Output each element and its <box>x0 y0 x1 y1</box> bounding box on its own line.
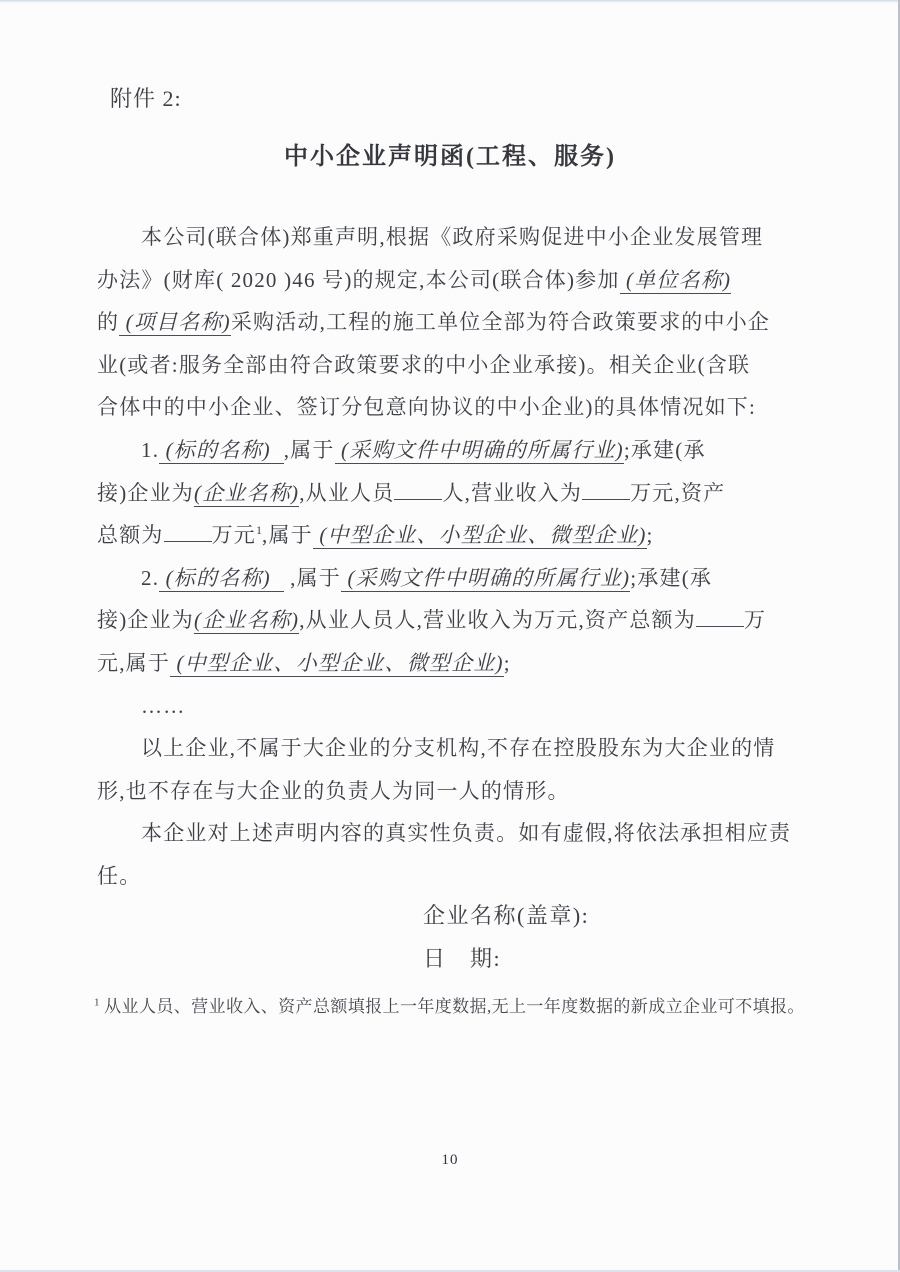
text-run: ,属于 <box>283 565 342 590</box>
text-run: 1. <box>141 437 160 462</box>
document-title: 中小企业声明函(工程、服务) <box>284 144 616 170</box>
scan-edge-top <box>0 0 900 3</box>
footnote-ref: 1 <box>256 523 263 538</box>
text-run: 任。 <box>97 863 142 888</box>
document-body <box>97 216 822 898</box>
text-run: 业(或者:服务全部由符合政策要求的中小企业承接)。相关企业(含联 <box>97 352 751 377</box>
blank-underline <box>394 478 442 500</box>
text-run: …… <box>141 693 186 718</box>
text-line <box>97 812 822 855</box>
text-run: ,从业人员人,营业收入为万元,资产总额为 <box>299 608 696 633</box>
page-number: 10 <box>441 1152 459 1168</box>
text-run: 形,也不存在与大企业的负责人为同一人的情形。 <box>97 778 570 803</box>
fill-in-hint: (采购文件中明确的所属行业) <box>334 437 624 462</box>
text-run: 万元 <box>211 523 257 548</box>
signature-block <box>97 894 589 980</box>
text-line <box>97 429 822 472</box>
text-run: 人,营业收入为 <box>442 480 583 505</box>
text-line <box>97 599 822 642</box>
fill-in-hint: (企业名称) <box>194 480 300 505</box>
text-line <box>97 685 822 728</box>
company-seal-line: 企业名称(盖章): <box>423 903 590 928</box>
text-line <box>97 727 822 770</box>
fill-in-hint: (中型企业、小型企业、微型企业) <box>170 650 504 675</box>
text-run: ,从业人员 <box>299 480 395 505</box>
text-line <box>97 344 822 387</box>
text-line <box>97 557 822 600</box>
text-line <box>97 770 822 813</box>
fill-in-hint: (采购文件中明确的所属行业) <box>341 565 631 590</box>
fill-in-hint: (项目名称) <box>119 310 231 335</box>
text-run: 以上企业,不属于大企业的分支机构,不存在控股股东为大企业的情 <box>141 736 776 761</box>
text-run: 万元,资产 <box>630 480 726 505</box>
text-run: 2. <box>141 565 160 590</box>
text-run: ;承建(承 <box>623 437 706 462</box>
fill-in-hint: (标的名称) <box>159 437 284 462</box>
text-run: 总额为 <box>97 523 164 548</box>
text-line <box>97 472 822 515</box>
date-line: 日 期: <box>423 946 502 971</box>
text-run: ; <box>646 523 654 548</box>
text-run: ; <box>503 650 511 675</box>
text-line <box>97 216 822 259</box>
text-line <box>97 259 822 302</box>
fill-in-hint: (中型企业、小型企业、微型企业) <box>312 523 647 548</box>
text-run: 接)企业为 <box>97 480 194 505</box>
text-line <box>97 642 822 685</box>
footnote <box>94 992 805 1017</box>
blank-underline <box>582 478 630 500</box>
text-run: 万 <box>743 608 767 633</box>
text-line <box>97 514 822 557</box>
text-run: ;承建(承 <box>630 565 713 590</box>
fill-in-hint: (单位名称) <box>619 267 732 292</box>
fill-in-hint: (标的名称) <box>159 565 284 590</box>
text-run: 办法》(财库( 2020 )46 号)的规定,本公司(联合体)参加 <box>97 267 620 292</box>
text-run: 本企业对上述声明内容的真实性负责。如有虚假,将依法承担相应责 <box>141 821 792 846</box>
text-line <box>97 386 822 429</box>
text-run: 本公司(联合体)郑重声明,根据《政府采购促进中小企业发展管理 <box>141 225 764 249</box>
footnote-text: 从业人员、营业收入、资产总额填报上一年度数据,无上一年度数据的新成立企业可不填报。 <box>99 997 805 1016</box>
fill-in-hint: (企业名称) <box>194 608 300 633</box>
blank-underline <box>164 520 212 542</box>
text-line <box>97 855 822 898</box>
text-run: 接)企业为 <box>97 608 194 633</box>
text-run: ,属于 <box>283 437 335 462</box>
text-run: 采购活动,工程的施工单位全部为符合政策要求的中小企 <box>230 310 771 335</box>
text-run: 元,属于 <box>97 650 171 675</box>
text-line <box>97 301 822 344</box>
text-run: 的 <box>97 310 120 335</box>
attachment-label: 附件 2: <box>110 86 182 111</box>
text-run: ,属于 <box>262 523 313 548</box>
footnote-marker: 1 <box>94 996 100 1009</box>
blank-underline <box>696 605 744 627</box>
text-run: 合体中的中小企业、签订分包意向协议的中小企业)的具体情况如下: <box>97 395 757 420</box>
